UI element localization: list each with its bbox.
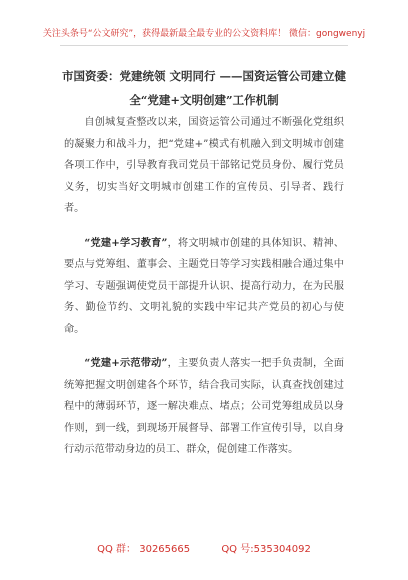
paragraph-study — [64, 233, 344, 341]
header-divider — [60, 45, 348, 46]
document-title — [40, 64, 368, 112]
paragraph-demonstration-text: ，主要负责人落实一把手负责制，全面统筹把握文明创建各个环节，结合我司实际，认真查找创建过程中的薄弱环节，逐一解决难点、堵点；公司党筹组成员以身作则，到一线，到现场开展督导、部署工作宣传引导，以自身行动示范带动身边的员工、群众，促创建工作落实。 — [64, 358, 344, 455]
document-body — [64, 112, 344, 474]
paragraph-demonstration-lead: “党建+示范带动” — [84, 357, 168, 369]
footer-qq-group: QQ 群： 30265665 — [97, 544, 191, 555]
paragraph-study-text: ，将文明城市创建的具体知识、精神、要点与党筹组、董事会、主题党日等学习实践相融合通过集中学习、专题强调使党员干部提升认识、提高行动力，在为民服务、勤俭节约、文明礼貌的实践中牢记共产党员的初心与使命。 — [64, 237, 344, 335]
paragraph-demonstration — [64, 353, 344, 461]
title-line-1: 市国资委：党建统领 文明同行 ——国资运管公司建立健 — [61, 69, 346, 83]
paragraph-intro: 自创城复查整改以来，国资运管公司通过不断强化党组织的凝聚力和战斗力，把“党建+”模式有机融入到文明城市创建各项工作中，引导教育我司党员干部铭记党员身份、履行党员义务，切实当好文明城市创建工作的宣传员、引导者、践行者。 — [64, 117, 344, 214]
page-footer — [0, 540, 408, 555]
paragraph-study-lead: “党建+学习教育” — [84, 236, 168, 249]
footer-qq-number: QQ 号:535304092 — [221, 544, 311, 555]
title-line-2: 全“党建+文明创建”工作机制 — [129, 93, 279, 107]
header-promo-note: 关注头条号“公文研究”，获得最新最全最专业的公文资料库！ 微信：gongwenyj — [42, 29, 366, 39]
